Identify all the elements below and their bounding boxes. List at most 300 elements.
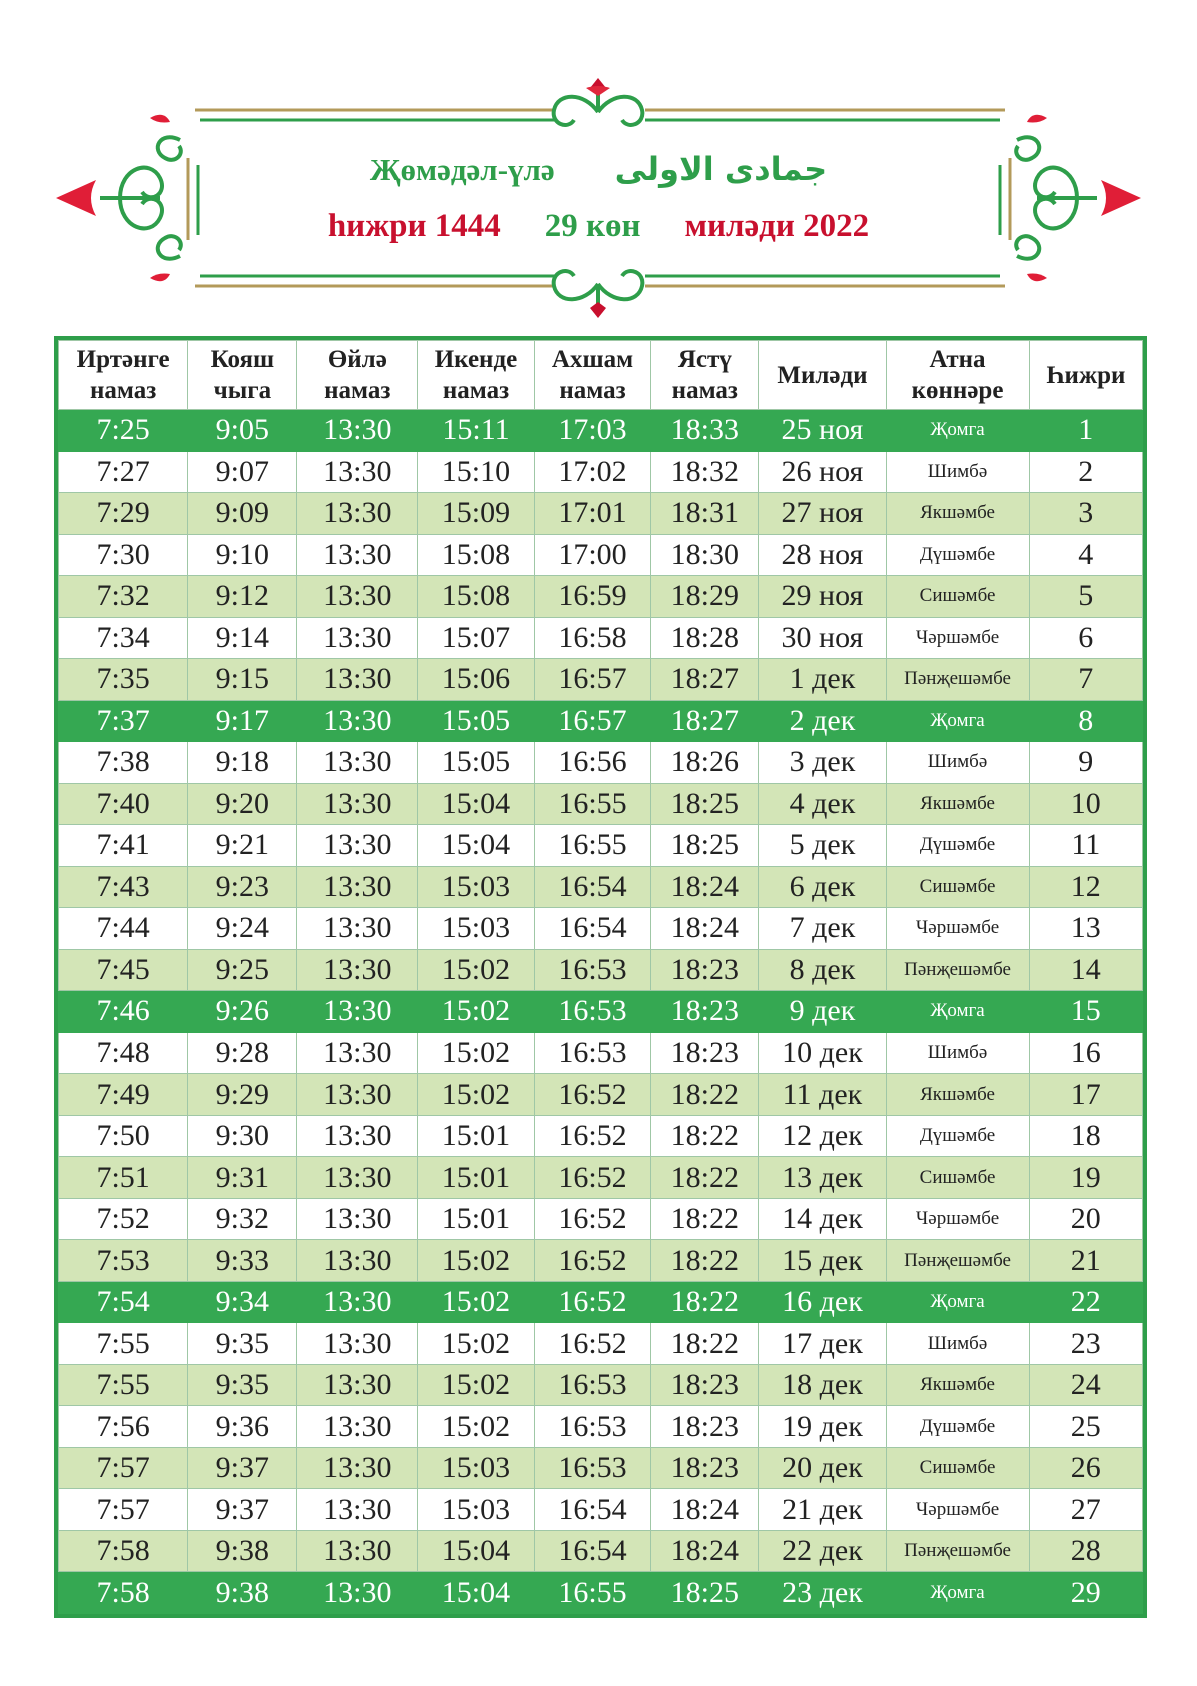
- table-row: [59, 1157, 1143, 1199]
- column-header-text: Ахшам: [551, 346, 634, 373]
- cell-isha: 18:23: [651, 991, 759, 1033]
- cell-weekday: Чәршәмбе: [886, 1489, 1029, 1531]
- cell-asr: 15:02: [418, 1281, 535, 1323]
- cell-asr: 15:02: [418, 1406, 535, 1448]
- cell-sunrise: 9:15: [188, 659, 297, 701]
- cell-isha: 18:23: [651, 1364, 759, 1406]
- gregorian-year: миләди 2022: [684, 208, 870, 244]
- column-header-text: Атна: [929, 346, 986, 373]
- column-header-fajr: [59, 341, 188, 410]
- table-row: [59, 700, 1143, 742]
- cell-hijri-day: 15: [1029, 991, 1142, 1033]
- cell-maghrib: 16:57: [534, 700, 651, 742]
- cell-sunrise: 9:09: [188, 493, 297, 535]
- cell-fajr: 7:37: [59, 700, 188, 742]
- cell-maghrib: 16:53: [534, 1364, 651, 1406]
- cell-gregorian-date: 1 дек: [759, 659, 886, 701]
- table-row: [59, 1074, 1143, 1116]
- cell-weekday: Дүшәмбе: [886, 1115, 1029, 1157]
- cell-hijri-day: 16: [1029, 1032, 1142, 1074]
- cell-gregorian-date: 20 дек: [759, 1447, 886, 1489]
- table-row: [59, 617, 1143, 659]
- cell-fajr: 7:55: [59, 1364, 188, 1406]
- cell-isha: 18:26: [651, 742, 759, 784]
- cell-isha: 18:25: [651, 825, 759, 867]
- cell-weekday: Сишәмбе: [886, 866, 1029, 908]
- month-name: Җөмәдәл-үлә: [369, 152, 555, 187]
- cell-hijri-day: 29: [1029, 1572, 1142, 1614]
- table-row: [59, 1364, 1143, 1406]
- cell-dhuhr: 13:30: [297, 1323, 418, 1365]
- cell-isha: 18:24: [651, 866, 759, 908]
- cell-fajr: 7:34: [59, 617, 188, 659]
- cell-asr: 15:03: [418, 1447, 535, 1489]
- table-row: [59, 1572, 1143, 1614]
- cell-dhuhr: 13:30: [297, 576, 418, 618]
- cell-hijri-day: 6: [1029, 617, 1142, 659]
- cell-sunrise: 9:10: [188, 534, 297, 576]
- cell-gregorian-date: 8 дек: [759, 949, 886, 991]
- cell-sunrise: 9:18: [188, 742, 297, 784]
- cell-sunrise: 9:21: [188, 825, 297, 867]
- cell-isha: 18:23: [651, 1406, 759, 1448]
- cell-fajr: 7:53: [59, 1240, 188, 1282]
- table-row: [59, 949, 1143, 991]
- cell-hijri-day: 21: [1029, 1240, 1142, 1282]
- cell-maghrib: 17:03: [534, 410, 651, 452]
- cell-maghrib: 17:00: [534, 534, 651, 576]
- cell-sunrise: 9:35: [188, 1364, 297, 1406]
- cell-gregorian-date: 5 дек: [759, 825, 886, 867]
- cell-asr: 15:02: [418, 1364, 535, 1406]
- cell-gregorian-date: 19 дек: [759, 1406, 886, 1448]
- cell-maghrib: 16:54: [534, 866, 651, 908]
- cell-isha: 18:22: [651, 1281, 759, 1323]
- cell-weekday: Җомга: [886, 700, 1029, 742]
- cell-weekday: Якшәмбе: [886, 1074, 1029, 1116]
- cell-hijri-day: 3: [1029, 493, 1142, 535]
- cell-sunrise: 9:38: [188, 1530, 297, 1572]
- cell-dhuhr: 13:30: [297, 493, 418, 535]
- cell-dhuhr: 13:30: [297, 1157, 418, 1199]
- column-header-text: намаз: [559, 377, 626, 404]
- cell-fajr: 7:57: [59, 1489, 188, 1531]
- cell-dhuhr: 13:30: [297, 1115, 418, 1157]
- cell-dhuhr: 13:30: [297, 783, 418, 825]
- column-header-gregorian-date: [759, 341, 886, 410]
- cell-dhuhr: 13:30: [297, 410, 418, 452]
- cell-asr: 15:04: [418, 825, 535, 867]
- cell-sunrise: 9:07: [188, 451, 297, 493]
- cell-weekday: Чәршәмбе: [886, 617, 1029, 659]
- cell-hijri-day: 12: [1029, 866, 1142, 908]
- cell-hijri-day: 11: [1029, 825, 1142, 867]
- cell-isha: 18:22: [651, 1198, 759, 1240]
- column-header-sunrise: [188, 341, 297, 410]
- cell-hijri-day: 5: [1029, 576, 1142, 618]
- cell-weekday: Шимбә: [886, 1032, 1029, 1074]
- year-line: [0, 208, 1197, 245]
- days-count: 29 көн: [544, 208, 641, 244]
- cell-fajr: 7:32: [59, 576, 188, 618]
- cell-isha: 18:23: [651, 1032, 759, 1074]
- table-row: [59, 1032, 1143, 1074]
- cell-asr: 15:02: [418, 1074, 535, 1116]
- table-row: [59, 493, 1143, 535]
- table-row: [59, 659, 1143, 701]
- cell-dhuhr: 13:30: [297, 1530, 418, 1572]
- cell-asr: 15:08: [418, 576, 535, 618]
- cell-asr: 15:09: [418, 493, 535, 535]
- cell-fajr: 7:58: [59, 1572, 188, 1614]
- cell-dhuhr: 13:30: [297, 534, 418, 576]
- cell-hijri-day: 18: [1029, 1115, 1142, 1157]
- cell-fajr: 7:29: [59, 493, 188, 535]
- table-row: [59, 1489, 1143, 1531]
- cell-weekday: Җомга: [886, 1281, 1029, 1323]
- cell-asr: 15:03: [418, 1489, 535, 1531]
- cell-asr: 15:04: [418, 1572, 535, 1614]
- cell-weekday: Сишәмбе: [886, 576, 1029, 618]
- cell-fajr: 7:46: [59, 991, 188, 1033]
- cell-hijri-day: 19: [1029, 1157, 1142, 1199]
- cell-sunrise: 9:31: [188, 1157, 297, 1199]
- cell-weekday: Дүшәмбе: [886, 825, 1029, 867]
- cell-dhuhr: 13:30: [297, 825, 418, 867]
- cell-hijri-day: 24: [1029, 1364, 1142, 1406]
- table-row: [59, 1198, 1143, 1240]
- table-row: [59, 1406, 1143, 1448]
- cell-weekday: Якшәмбе: [886, 493, 1029, 535]
- cell-gregorian-date: 4 дек: [759, 783, 886, 825]
- cell-isha: 18:22: [651, 1323, 759, 1365]
- table-header: [59, 341, 1143, 410]
- cell-weekday: Шимбә: [886, 1323, 1029, 1365]
- cell-dhuhr: 13:30: [297, 1364, 418, 1406]
- cell-isha: 18:29: [651, 576, 759, 618]
- cell-sunrise: 9:36: [188, 1406, 297, 1448]
- cell-hijri-day: 27: [1029, 1489, 1142, 1531]
- cell-maghrib: 16:52: [534, 1240, 651, 1282]
- table-row: [59, 825, 1143, 867]
- cell-asr: 15:04: [418, 1530, 535, 1572]
- cell-dhuhr: 13:30: [297, 1406, 418, 1448]
- cell-fajr: 7:38: [59, 742, 188, 784]
- cell-dhuhr: 13:30: [297, 1074, 418, 1116]
- cell-weekday: Сишәмбе: [886, 1447, 1029, 1489]
- column-header-hijri-day: [1029, 341, 1142, 410]
- cell-gregorian-date: 10 дек: [759, 1032, 886, 1074]
- cell-hijri-day: 22: [1029, 1281, 1142, 1323]
- cell-fajr: 7:55: [59, 1323, 188, 1365]
- table-row: [59, 908, 1143, 950]
- table-row: [59, 1281, 1143, 1323]
- cell-gregorian-date: 26 ноя: [759, 451, 886, 493]
- cell-asr: 15:05: [418, 742, 535, 784]
- cell-maghrib: 16:56: [534, 742, 651, 784]
- month-arabic: جمادى الاولى: [614, 150, 828, 188]
- cell-maghrib: 16:53: [534, 1406, 651, 1448]
- cell-maghrib: 16:52: [534, 1198, 651, 1240]
- cell-maghrib: 16:53: [534, 949, 651, 991]
- cell-sunrise: 9:26: [188, 991, 297, 1033]
- cell-gregorian-date: 13 дек: [759, 1157, 886, 1199]
- cell-weekday: Дүшәмбе: [886, 1406, 1029, 1448]
- cell-hijri-day: 28: [1029, 1530, 1142, 1572]
- cell-fajr: 7:52: [59, 1198, 188, 1240]
- cell-sunrise: 9:25: [188, 949, 297, 991]
- cell-isha: 18:23: [651, 1447, 759, 1489]
- column-header-text: намаз: [671, 377, 738, 404]
- cell-gregorian-date: 30 ноя: [759, 617, 886, 659]
- cell-dhuhr: 13:30: [297, 451, 418, 493]
- table-row: [59, 991, 1143, 1033]
- cell-sunrise: 9:12: [188, 576, 297, 618]
- cell-hijri-day: 13: [1029, 908, 1142, 950]
- cell-dhuhr: 13:30: [297, 991, 418, 1033]
- column-header-maghrib: [534, 341, 651, 410]
- cell-dhuhr: 13:30: [297, 1489, 418, 1531]
- cell-fajr: 7:57: [59, 1447, 188, 1489]
- cell-isha: 18:23: [651, 949, 759, 991]
- cell-fajr: 7:48: [59, 1032, 188, 1074]
- cell-sunrise: 9:34: [188, 1281, 297, 1323]
- cell-maghrib: 16:55: [534, 1572, 651, 1614]
- cell-sunrise: 9:35: [188, 1323, 297, 1365]
- hijri-year: һижри 1444: [327, 208, 501, 244]
- cell-fajr: 7:25: [59, 410, 188, 452]
- cell-hijri-day: 4: [1029, 534, 1142, 576]
- cell-fajr: 7:50: [59, 1115, 188, 1157]
- cell-isha: 18:22: [651, 1074, 759, 1116]
- cell-gregorian-date: 3 дек: [759, 742, 886, 784]
- header: [0, 0, 1197, 330]
- cell-dhuhr: 13:30: [297, 742, 418, 784]
- cell-isha: 18:22: [651, 1240, 759, 1282]
- cell-asr: 15:02: [418, 1032, 535, 1074]
- cell-gregorian-date: 17 дек: [759, 1323, 886, 1365]
- cell-sunrise: 9:20: [188, 783, 297, 825]
- cell-hijri-day: 17: [1029, 1074, 1142, 1116]
- cell-gregorian-date: 11 дек: [759, 1074, 886, 1116]
- cell-hijri-day: 1: [1029, 410, 1142, 452]
- cell-fajr: 7:30: [59, 534, 188, 576]
- cell-sunrise: 9:37: [188, 1447, 297, 1489]
- cell-sunrise: 9:37: [188, 1489, 297, 1531]
- cell-hijri-day: 2: [1029, 451, 1142, 493]
- table-row: [59, 1447, 1143, 1489]
- column-header-isha: [651, 341, 759, 410]
- cell-asr: 15:05: [418, 700, 535, 742]
- cell-weekday: Җомга: [886, 991, 1029, 1033]
- cell-asr: 15:02: [418, 1240, 535, 1282]
- cell-maghrib: 16:58: [534, 617, 651, 659]
- cell-weekday: Пәнҗешәмбе: [886, 1530, 1029, 1572]
- cell-gregorian-date: 23 дек: [759, 1572, 886, 1614]
- cell-weekday: Сишәмбе: [886, 1157, 1029, 1199]
- cell-asr: 15:03: [418, 908, 535, 950]
- cell-isha: 18:24: [651, 1530, 759, 1572]
- cell-gregorian-date: 18 дек: [759, 1364, 886, 1406]
- column-header-text: намаз: [324, 377, 391, 404]
- cell-gregorian-date: 2 дек: [759, 700, 886, 742]
- cell-fajr: 7:56: [59, 1406, 188, 1448]
- table-body: [59, 410, 1143, 1614]
- cell-weekday: Дүшәмбе: [886, 534, 1029, 576]
- cell-asr: 15:01: [418, 1157, 535, 1199]
- cell-sunrise: 9:23: [188, 866, 297, 908]
- cell-fajr: 7:54: [59, 1281, 188, 1323]
- cell-sunrise: 9:17: [188, 700, 297, 742]
- table-row: [59, 1115, 1143, 1157]
- cell-sunrise: 9:38: [188, 1572, 297, 1614]
- cell-fajr: 7:49: [59, 1074, 188, 1116]
- cell-isha: 18:25: [651, 783, 759, 825]
- cell-weekday: Якшәмбе: [886, 783, 1029, 825]
- cell-isha: 18:31: [651, 493, 759, 535]
- cell-maghrib: 16:57: [534, 659, 651, 701]
- cell-maghrib: 16:53: [534, 1447, 651, 1489]
- cell-maghrib: 16:54: [534, 1530, 651, 1572]
- column-header-text: Һижри: [1046, 361, 1126, 389]
- cell-hijri-day: 25: [1029, 1406, 1142, 1448]
- cell-gregorian-date: 21 дек: [759, 1489, 886, 1531]
- cell-gregorian-date: 15 дек: [759, 1240, 886, 1282]
- cell-hijri-day: 8: [1029, 700, 1142, 742]
- cell-maghrib: 16:52: [534, 1115, 651, 1157]
- table-row: [59, 451, 1143, 493]
- table-row: [59, 742, 1143, 784]
- cell-maghrib: 16:59: [534, 576, 651, 618]
- cell-hijri-day: 26: [1029, 1447, 1142, 1489]
- cell-weekday: Җомга: [886, 410, 1029, 452]
- cell-dhuhr: 13:30: [297, 1447, 418, 1489]
- cell-asr: 15:04: [418, 783, 535, 825]
- cell-asr: 15:06: [418, 659, 535, 701]
- cell-dhuhr: 13:30: [297, 1572, 418, 1614]
- column-header-text: Кояш: [210, 346, 275, 373]
- cell-hijri-day: 20: [1029, 1198, 1142, 1240]
- cell-sunrise: 9:33: [188, 1240, 297, 1282]
- column-header-text: Иртәнге: [76, 346, 170, 373]
- cell-sunrise: 9:30: [188, 1115, 297, 1157]
- month-title: [0, 150, 1197, 188]
- cell-maghrib: 16:52: [534, 1323, 651, 1365]
- cell-gregorian-date: 12 дек: [759, 1115, 886, 1157]
- cell-fajr: 7:35: [59, 659, 188, 701]
- cell-gregorian-date: 25 ноя: [759, 410, 886, 452]
- cell-maghrib: 16:53: [534, 991, 651, 1033]
- cell-fajr: 7:40: [59, 783, 188, 825]
- cell-weekday: Пәнҗешәмбе: [886, 1240, 1029, 1282]
- cell-weekday: Җомга: [886, 1572, 1029, 1614]
- cell-asr: 15:02: [418, 1323, 535, 1365]
- cell-sunrise: 9:05: [188, 410, 297, 452]
- column-header-text: Ястү: [677, 346, 732, 373]
- cell-asr: 15:01: [418, 1198, 535, 1240]
- cell-isha: 18:27: [651, 659, 759, 701]
- cell-sunrise: 9:32: [188, 1198, 297, 1240]
- cell-weekday: Шимбә: [886, 451, 1029, 493]
- cell-weekday: Чәршәмбе: [886, 908, 1029, 950]
- cell-asr: 15:01: [418, 1115, 535, 1157]
- table-row: [59, 783, 1143, 825]
- table-row: [59, 1530, 1143, 1572]
- cell-fajr: 7:43: [59, 866, 188, 908]
- cell-asr: 15:07: [418, 617, 535, 659]
- cell-gregorian-date: 16 дек: [759, 1281, 886, 1323]
- cell-maghrib: 16:52: [534, 1074, 651, 1116]
- cell-gregorian-date: 7 дек: [759, 908, 886, 950]
- column-header-text: намаз: [442, 377, 510, 404]
- table-row: [59, 1323, 1143, 1365]
- table-row: [59, 1240, 1143, 1282]
- column-header-text: Миләди: [777, 361, 868, 389]
- cell-isha: 18:24: [651, 908, 759, 950]
- table-row: [59, 866, 1143, 908]
- cell-hijri-day: 23: [1029, 1323, 1142, 1365]
- top-ornament: [554, 92, 643, 125]
- cell-dhuhr: 13:30: [297, 1281, 418, 1323]
- cell-dhuhr: 13:30: [297, 908, 418, 950]
- column-header-text: Өйлә: [327, 346, 387, 373]
- column-header-asr: [418, 341, 535, 410]
- cell-dhuhr: 13:30: [297, 617, 418, 659]
- cell-isha: 18:22: [651, 1115, 759, 1157]
- cell-gregorian-date: 14 дек: [759, 1198, 886, 1240]
- cell-asr: 15:03: [418, 866, 535, 908]
- cell-sunrise: 9:28: [188, 1032, 297, 1074]
- cell-isha: 18:32: [651, 451, 759, 493]
- cell-fajr: 7:45: [59, 949, 188, 991]
- cell-maghrib: 16:54: [534, 1489, 651, 1531]
- prayer-timetable: [54, 336, 1147, 1618]
- cell-asr: 15:02: [418, 991, 535, 1033]
- cell-isha: 18:22: [651, 1157, 759, 1199]
- cell-dhuhr: 13:30: [297, 659, 418, 701]
- cell-hijri-day: 10: [1029, 783, 1142, 825]
- cell-gregorian-date: 6 дек: [759, 866, 886, 908]
- cell-fajr: 7:41: [59, 825, 188, 867]
- cell-weekday: Шимбә: [886, 742, 1029, 784]
- column-header-text: Икенде: [434, 346, 518, 373]
- cell-sunrise: 9:14: [188, 617, 297, 659]
- cell-isha: 18:33: [651, 410, 759, 452]
- cell-dhuhr: 13:30: [297, 949, 418, 991]
- cell-dhuhr: 13:30: [297, 1240, 418, 1282]
- cell-gregorian-date: 29 ноя: [759, 576, 886, 618]
- cell-isha: 18:30: [651, 534, 759, 576]
- cell-weekday: Якшәмбе: [886, 1364, 1029, 1406]
- cell-maghrib: 16:55: [534, 783, 651, 825]
- cell-isha: 18:28: [651, 617, 759, 659]
- cell-maghrib: 16:52: [534, 1157, 651, 1199]
- cell-hijri-day: 14: [1029, 949, 1142, 991]
- cell-gregorian-date: 28 ноя: [759, 534, 886, 576]
- table-row: [59, 576, 1143, 618]
- cell-gregorian-date: 9 дек: [759, 991, 886, 1033]
- cell-fajr: 7:58: [59, 1530, 188, 1572]
- cell-hijri-day: 9: [1029, 742, 1142, 784]
- column-header-text: намаз: [89, 377, 157, 404]
- cell-isha: 18:24: [651, 1489, 759, 1531]
- column-header-dhuhr: [297, 341, 418, 410]
- cell-fajr: 7:44: [59, 908, 188, 950]
- cell-gregorian-date: 22 дек: [759, 1530, 886, 1572]
- cell-maghrib: 16:52: [534, 1281, 651, 1323]
- cell-isha: 18:25: [651, 1572, 759, 1614]
- cell-weekday: Пәнҗешәмбе: [886, 659, 1029, 701]
